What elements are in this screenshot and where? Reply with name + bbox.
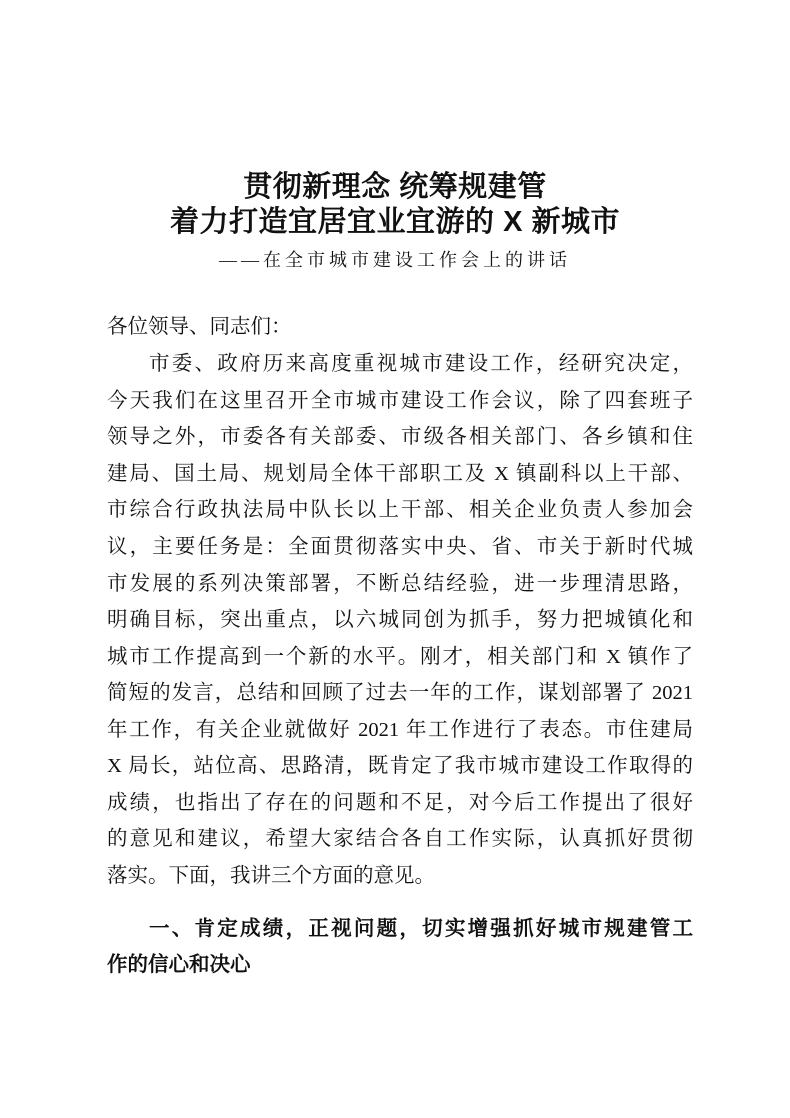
paragraph-line: 议，主要任务是：全面贯彻落实中央、省、市关于新时代城 [107, 536, 693, 558]
paragraph-line: 成绩，也指出了存在的问题和不足，对今后工作提出了很好 [107, 792, 693, 814]
paragraph-line: 今天我们在这里召开全市城市建设工作会议，除了四套班子 [107, 390, 693, 412]
document-title-line-2: 着力打造宜居宜业宜游的 X 新城市 [170, 206, 620, 238]
heading-line: 一、肯定成绩，正视问题，切实增强抓好城市规建管工 [149, 917, 693, 940]
paragraph-line: 明确目标，突出重点，以六城同创为抓手，努力把城镇化和 [107, 609, 693, 631]
paragraph-line: 落实。下面，我讲三个方面的意见。 [107, 865, 435, 887]
paragraph-line: 简短的发言，总结和回顾了过去一年的工作，谋划部署了 2021 [107, 682, 693, 704]
heading-line: 作的信心和决心 [107, 953, 251, 976]
paragraph-line: 年工作，有关企业就做好 2021 年工作进行了表态。市住建局 [107, 719, 693, 741]
paragraph-line: 领导之外，市委各有关部委、市级各相关部门、各乡镇和住 [107, 426, 693, 448]
paragraph-line: 的意见和建议，希望大家结合各自工作实际，认真抓好贯彻 [107, 828, 693, 850]
document-subtitle: ——在全市城市建设工作会上的讲话 [219, 250, 571, 270]
document-title-line-1: 贯彻新理念 统筹规建管 [243, 171, 547, 203]
salutation: 各位领导、同志们： [107, 316, 292, 338]
paragraph-line: 建局、国土局、规划局全体干部职工及 X 镇副科以上干部、 [107, 463, 693, 485]
paragraph-line: 市委、政府历来高度重视城市建设工作，经研究决定， [149, 353, 693, 375]
paragraph-line: 市发展的系列决策部署，不断总结经验，进一步理清思路， [107, 573, 693, 595]
paragraph-line: 城市工作提高到一个新的水平。刚才，相关部门和 X 镇作了 [107, 646, 693, 668]
paragraph-line: X 局长，站位高、思路清，既肯定了我市城市建设工作取得的 [107, 755, 693, 777]
paragraph-line: 市综合行政执法局中队长以上干部、相关企业负责人参加会 [107, 499, 693, 521]
